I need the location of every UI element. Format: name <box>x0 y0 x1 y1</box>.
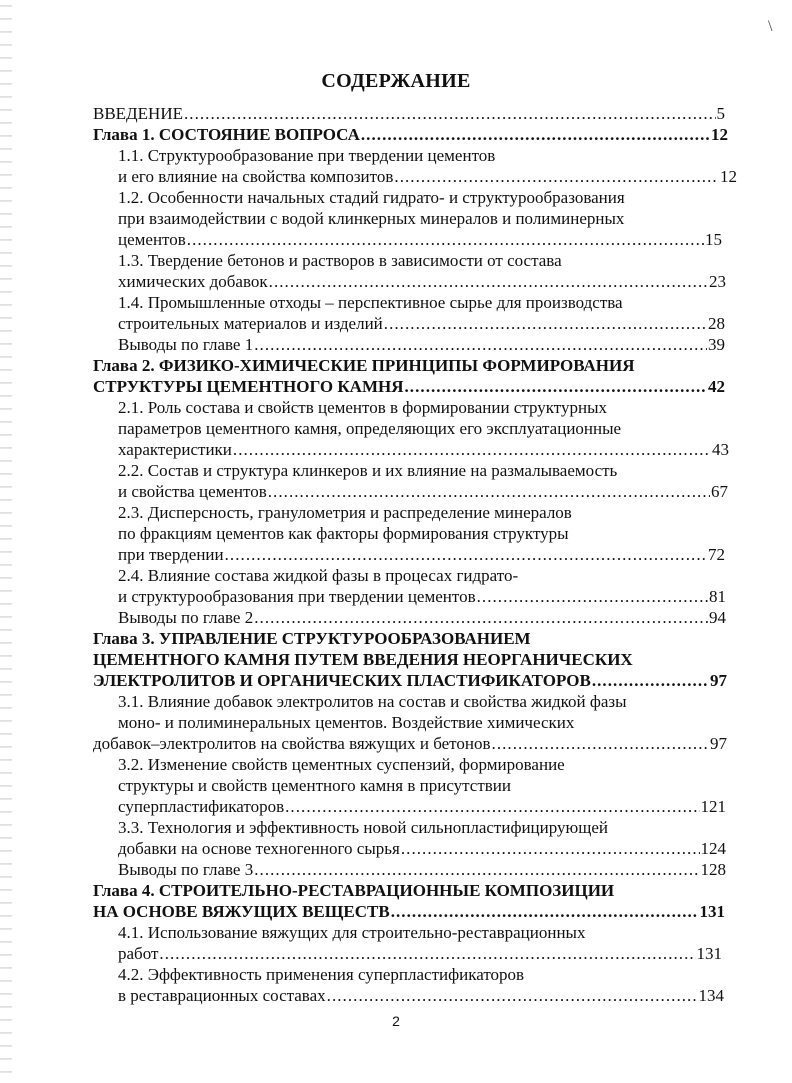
dot-leader <box>159 943 695 964</box>
toc-entry <box>118 607 726 628</box>
toc-entry-text: 3.2. Изменение свойств цементных суспензий, формирование <box>118 755 565 774</box>
toc-entry-text: 3.3. Технология и эффективность новой сильнопластифицирующей <box>118 818 608 837</box>
toc-chapter <box>93 649 738 670</box>
toc-entry-text: по фракциям цементов как факторы формирования структуры <box>118 524 569 543</box>
dot-leader <box>391 901 699 922</box>
toc-entry <box>118 544 725 565</box>
toc-entry-page: 15 <box>705 230 722 249</box>
toc-entry-text: добавки на основе техногенного сырья <box>118 839 400 858</box>
toc-entry <box>118 964 738 985</box>
toc-entry-text: при взаимодействии с водой клинкерных минералов и полиминерных <box>118 209 625 228</box>
toc-entry <box>118 208 738 229</box>
toc-entry-text: НА ОСНОВЕ ВЯЖУЩИХ ВЕЩЕСТВ <box>93 902 390 921</box>
dot-leader <box>184 103 716 124</box>
dot-leader <box>327 985 698 1006</box>
toc-entry <box>118 313 725 334</box>
toc-entry <box>118 775 738 796</box>
toc-entry-text: 2.1. Роль состава и свойств цементов в формировании структурных <box>118 398 608 417</box>
toc-chapter <box>93 670 727 691</box>
dot-leader <box>268 481 710 502</box>
toc-entry <box>118 187 738 208</box>
dot-leader <box>384 313 707 334</box>
toc-entry-text: и его влияние на свойства композитов <box>118 167 394 186</box>
toc-entry-text: 4.1. Использование вяжущих для строительно-реставрационных <box>118 923 586 942</box>
toc-entry <box>118 754 738 775</box>
toc-entry-text: 1.3. Твердение бетонов и растворов в зависимости от состава <box>118 251 562 270</box>
toc-entry-text: добавок–электролитов на свойства вяжущих и бетонов <box>93 734 491 753</box>
dot-leader <box>225 544 707 565</box>
toc-entry-text: структуры и свойств цементного камня в присутствии <box>118 776 511 795</box>
toc-entry <box>118 502 738 523</box>
toc-entry-text: в реставрационных составах <box>118 986 326 1005</box>
dot-leader <box>477 586 708 607</box>
toc-entry-text: 2.4. Влияние состава жидкой фазы в процесах гидрато- <box>118 566 519 585</box>
toc-entry <box>118 481 728 502</box>
toc-entry-text: 1.2. Особенности начальных стадий гидрато- и структурообразования <box>118 188 625 207</box>
toc-entry <box>118 418 738 439</box>
toc-entry <box>118 145 738 166</box>
toc-entry <box>93 733 727 754</box>
toc-entry-page: 12 <box>711 125 728 144</box>
toc-entry-text: моно- и полиминеральных цементов. Воздействие химических <box>118 713 575 732</box>
toc-entry <box>118 817 738 838</box>
toc-entry <box>118 796 726 817</box>
toc-entry <box>118 334 725 355</box>
toc-entry-page: 121 <box>700 797 726 816</box>
toc-entry-text: и структурообразования при твердении цементов <box>118 587 476 606</box>
toc-entry <box>118 943 722 964</box>
toc-chapter <box>93 628 738 649</box>
page-number: 2 <box>392 1013 400 1029</box>
toc-entry <box>118 922 738 943</box>
scan-edge-artifact <box>0 0 12 1083</box>
toc-entry-text: параметров цементного камня, определяющих его эксплуатационные <box>118 419 622 438</box>
dot-leader <box>254 607 708 628</box>
toc-entry-text: Глава 1. СОСТОЯНИЕ ВОПРОСА <box>93 125 360 144</box>
toc-chapter <box>93 376 725 397</box>
toc-entry-text: характеристики <box>118 440 232 459</box>
toc-entry-text: 2.3. Дисперсность, гранулометрия и распределение минералов <box>118 503 572 522</box>
toc-entry-page: 5 <box>716 104 725 123</box>
toc-entry-text: Выводы по главе 3 <box>118 860 254 879</box>
toc-entry-text: суперпластификаторов <box>118 797 285 816</box>
toc-entry-page: 128 <box>700 860 726 879</box>
toc-entry <box>118 523 738 544</box>
toc-entry-text: химических добавок <box>118 272 268 291</box>
dot-leader <box>492 733 709 754</box>
toc-entry-page: 43 <box>712 440 729 459</box>
toc-entry-page: 23 <box>709 272 726 291</box>
dot-leader <box>269 271 708 292</box>
dot-leader <box>254 334 707 355</box>
toc-entry <box>118 439 729 460</box>
toc-entry-text: 2.2. Состав и структура клинкеров и их влияние на размалываемость <box>118 461 618 480</box>
toc-entry-text: Глава 4. СТРОИТЕЛЬНО-РЕСТАВРАЦИОННЫЕ КОМПОЗИЦИИ <box>93 881 615 900</box>
dot-leader <box>254 859 699 880</box>
corner-mark: \ <box>768 18 773 35</box>
toc-entry <box>93 103 725 124</box>
toc-entry-text: цементов <box>118 230 186 249</box>
toc-entry-text: при твердении <box>118 545 224 564</box>
toc-entry-text: 3.1. Влияние добавок электролитов на состав и свойства жидкой фазы <box>118 692 627 711</box>
toc-entry-page: 97 <box>710 734 727 753</box>
toc-entry <box>118 166 737 187</box>
toc-entry-text: 1.1. Структурообразование при твердении цементов <box>118 146 496 165</box>
toc-entry <box>118 292 738 313</box>
toc-entry <box>118 691 738 712</box>
toc-entry <box>118 565 738 586</box>
toc-entry-page: 94 <box>709 608 726 627</box>
toc-chapter <box>93 355 738 376</box>
toc-entry-text: строительных материалов и изделий <box>118 314 383 333</box>
toc-entry <box>118 859 726 880</box>
toc-entry <box>118 460 738 481</box>
dot-leader <box>233 439 711 460</box>
toc-entry <box>118 250 738 271</box>
toc-entry-text: ЦЕМЕНТНОГО КАМНЯ ПУТЕМ ВВЕДЕНИЯ НЕОРГАНИЧЕСКИХ <box>93 650 633 669</box>
toc-entry-text: Выводы по главе 2 <box>118 608 254 627</box>
page-title: СОДЕРЖАНИЕ <box>321 70 471 92</box>
toc-entry-text: ВВЕДЕНИЕ <box>93 104 183 123</box>
toc-entry <box>118 586 726 607</box>
dot-leader <box>592 670 709 691</box>
toc-entry <box>118 838 726 859</box>
dot-leader <box>187 229 704 250</box>
toc-entry-page: 124 <box>700 839 726 858</box>
dot-leader <box>285 796 699 817</box>
toc-entry-text: ЭЛЕКТРОЛИТОВ И ОРГАНИЧЕСКИХ ПЛАСТИФИКАТОРОВ <box>93 671 591 690</box>
toc-entry-text: СТРУКТУРЫ ЦЕМЕНТНОГО КАМНЯ <box>93 377 404 396</box>
dot-leader <box>401 838 700 859</box>
toc-entry <box>118 229 722 250</box>
toc-entry <box>118 712 738 733</box>
toc-entry-page: 134 <box>698 986 724 1005</box>
toc-entry-text: Глава 3. УПРАВЛЕНИЕ СТРУКТУРООБРАЗОВАНИЕМ <box>93 629 531 648</box>
dot-leader <box>361 124 710 145</box>
toc-entry <box>118 397 738 418</box>
toc-chapter <box>93 124 728 145</box>
dot-leader <box>405 376 708 397</box>
toc-entry-page: 12 <box>720 167 737 186</box>
toc-entry-text: Глава 2. ФИЗИКО-ХИМИЧЕСКИЕ ПРИНЦИПЫ ФОРМИРОВАНИЯ <box>93 356 635 375</box>
toc-entry-page: 28 <box>708 314 725 333</box>
toc-entry-page: 81 <box>709 587 726 606</box>
toc-chapter <box>93 901 725 922</box>
toc-entry-page: 67 <box>711 482 728 501</box>
toc-entry <box>118 271 726 292</box>
toc-entry-page: 131 <box>699 902 725 921</box>
toc-entry-page: 42 <box>708 377 725 396</box>
toc-entry-text: работ <box>118 944 159 963</box>
toc-entry-text: и свойства цементов <box>118 482 267 501</box>
dot-leader <box>394 166 719 187</box>
toc-entry-page: 97 <box>710 671 727 690</box>
toc-entry-page: 39 <box>708 335 725 354</box>
toc-chapter <box>93 880 738 901</box>
toc-entry-text: 1.4. Промышленные отходы – перспективное сырье для производства <box>118 293 623 312</box>
toc-entry-page: 131 <box>696 944 722 963</box>
toc-entry-text: 4.2. Эффективность применения суперпластификаторов <box>118 965 525 984</box>
toc-entry-text: Выводы по главе 1 <box>118 335 254 354</box>
toc-entry-page: 72 <box>708 545 725 564</box>
toc-entry <box>118 985 724 1006</box>
